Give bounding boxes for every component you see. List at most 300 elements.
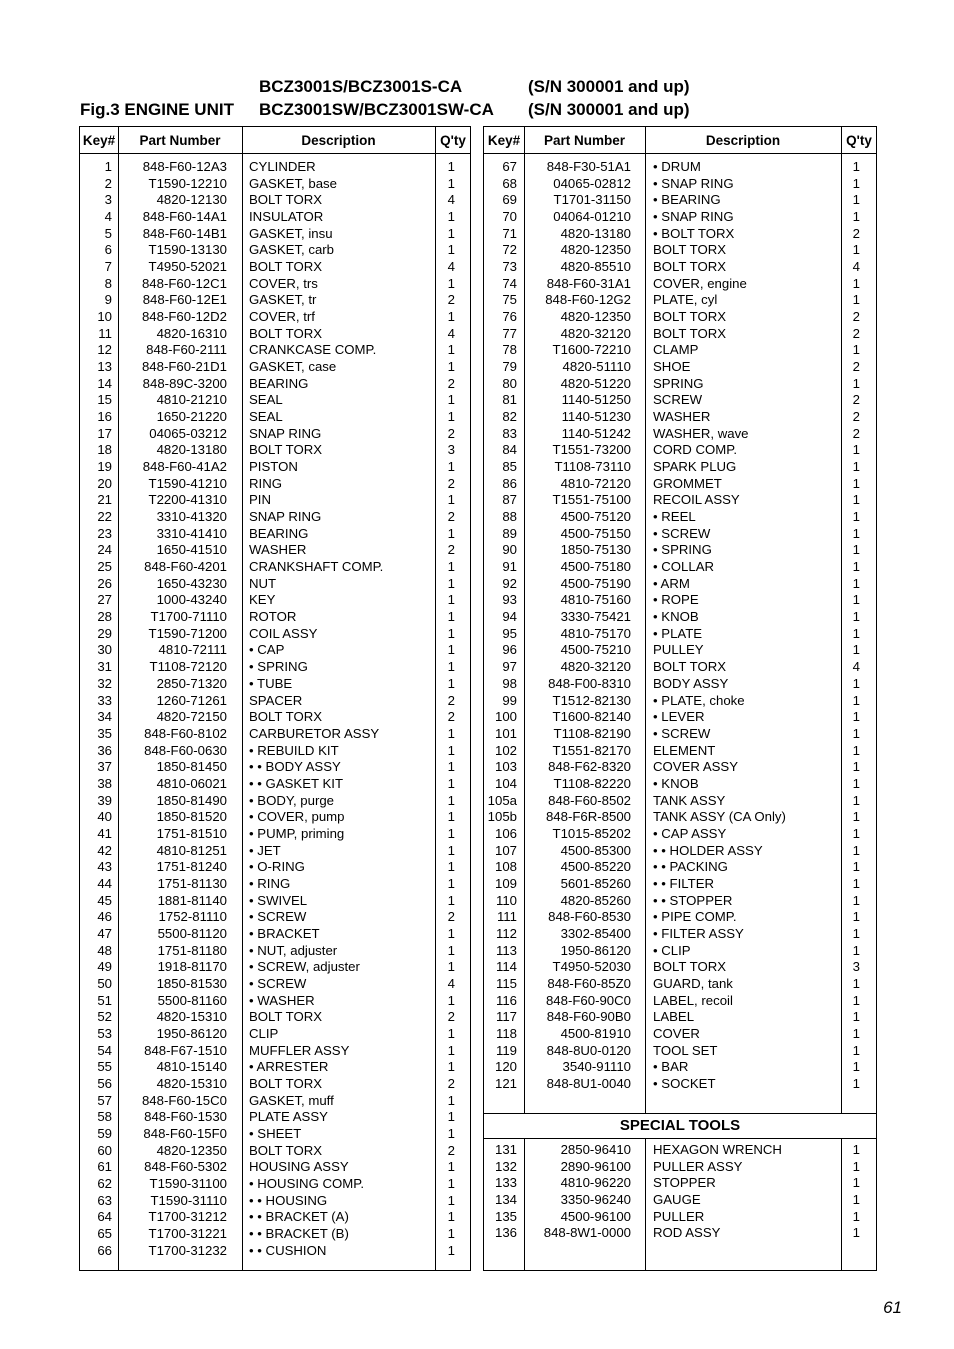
column-header-description: Description xyxy=(301,133,376,148)
description-cell: • RING xyxy=(249,875,291,891)
key-cell: 84 xyxy=(502,442,517,458)
table-row xyxy=(80,693,470,710)
key-cell: 52 xyxy=(97,1009,112,1025)
table-row xyxy=(484,509,876,526)
qty-cell: 2 xyxy=(447,1009,455,1025)
qty-cell: 1 xyxy=(447,559,455,575)
table-row xyxy=(80,292,470,309)
qty-cell: 1 xyxy=(447,825,455,841)
description-cell: SNAP RING xyxy=(249,425,322,441)
qty-cell: 1 xyxy=(852,675,860,691)
description-cell: INSULATOR xyxy=(249,209,324,225)
part-number-cell: 04064-01210 xyxy=(553,209,631,225)
description-cell: BOLT TORX xyxy=(249,709,323,725)
qty-cell: 2 xyxy=(447,425,455,441)
description-cell: GASKET, insu xyxy=(249,225,333,241)
page-number: 61 xyxy=(883,1298,902,1317)
qty-cell: 1 xyxy=(852,1192,860,1208)
table-row xyxy=(484,1026,876,1043)
description-cell: GUARD, tank xyxy=(653,975,733,991)
table-row xyxy=(484,1225,876,1242)
part-number-cell: 4500-85300 xyxy=(560,842,631,858)
table-row xyxy=(80,259,470,276)
description-cell: • • FILTER xyxy=(653,875,715,891)
part-number-cell: T1108-82220 xyxy=(553,775,631,791)
description-cell: • KNOB xyxy=(653,609,699,625)
part-number-cell: 848-F60-12E1 xyxy=(142,292,227,308)
qty-cell: 1 xyxy=(852,192,860,208)
description-cell: • PIPE COMP. xyxy=(653,909,737,925)
part-number-cell: 1140-51242 xyxy=(561,425,631,441)
qty-cell: 2 xyxy=(447,1142,455,1158)
table-row xyxy=(80,576,470,593)
description-cell: LABEL xyxy=(653,1009,695,1025)
description-cell: SEAL xyxy=(249,392,283,408)
part-number-cell: 3302-85400 xyxy=(560,925,631,941)
table-row xyxy=(484,176,876,193)
qty-cell: 2 xyxy=(447,692,455,708)
table-row xyxy=(484,1043,876,1060)
description-cell: • ARM xyxy=(653,575,690,591)
description-cell: • PLATE, choke xyxy=(653,692,745,708)
description-cell: • TUBE xyxy=(249,675,293,691)
key-cell: 80 xyxy=(502,375,517,391)
part-number-cell: 848-F60-5302 xyxy=(144,1159,227,1175)
qty-cell: 1 xyxy=(852,1059,860,1075)
key-cell: 65 xyxy=(97,1226,112,1241)
table-row xyxy=(80,676,470,693)
part-number-cell: T1700-31212 xyxy=(148,1209,227,1225)
table-row xyxy=(80,426,470,443)
table-row xyxy=(80,276,470,293)
description-cell: TANK ASSY (CA Only) xyxy=(653,809,786,825)
description-cell: BOLT TORX xyxy=(249,259,323,275)
qty-cell: 1 xyxy=(852,909,860,925)
key-cell: 8 xyxy=(104,275,112,291)
part-number-cell: T1512-82130 xyxy=(552,692,631,708)
qty-cell: 1 xyxy=(852,442,860,458)
key-cell: 16 xyxy=(97,409,112,425)
qty-cell: 1 xyxy=(852,1075,860,1091)
description-cell: • SPRING xyxy=(653,542,712,558)
part-number-cell: 848-F30-51A1 xyxy=(546,159,631,174)
table-row xyxy=(484,192,876,209)
qty-cell: 1 xyxy=(852,492,860,508)
part-number-cell: 4500-85220 xyxy=(560,859,631,875)
key-cell: 75 xyxy=(502,292,517,308)
part-number-cell: 1751-81130 xyxy=(157,875,227,891)
table-row xyxy=(80,926,470,943)
description-cell: PULLEY xyxy=(653,642,704,658)
key-cell: 69 xyxy=(502,192,517,208)
description-cell: GASKET, case xyxy=(249,359,337,375)
description-cell: SEAL xyxy=(249,409,283,425)
table-row xyxy=(484,1159,876,1176)
qty-cell: 1 xyxy=(447,809,455,825)
description-cell: BOLT TORX xyxy=(249,1142,323,1158)
qty-cell: 1 xyxy=(447,525,455,541)
key-cell: 66 xyxy=(97,1242,112,1258)
key-cell: 4 xyxy=(104,209,112,225)
part-number-cell: T1590-31110 xyxy=(150,1192,227,1208)
table-row xyxy=(80,192,470,209)
description-cell: • CAP xyxy=(249,642,285,658)
qty-cell: 1 xyxy=(447,159,455,174)
table-row xyxy=(80,309,470,326)
part-number-cell: 5601-85260 xyxy=(560,875,631,891)
part-number-cell: 4820-72150 xyxy=(156,709,227,725)
key-cell: 82 xyxy=(502,409,517,425)
key-cell: 100 xyxy=(494,709,517,725)
part-number-cell: 1752-81110 xyxy=(158,909,227,925)
key-cell: 87 xyxy=(502,492,517,508)
table-row xyxy=(80,1159,470,1176)
key-cell: 41 xyxy=(97,825,112,841)
part-number-cell: 848-89C-3200 xyxy=(142,375,227,391)
key-cell: 93 xyxy=(502,592,517,608)
table-row xyxy=(484,893,876,910)
part-number-cell: T1600-72210 xyxy=(552,342,631,358)
description-cell: BOLT TORX xyxy=(653,659,727,675)
table-row xyxy=(484,1009,876,1026)
qty-cell: 4 xyxy=(447,975,455,991)
part-number-cell: 848-F60-14B1 xyxy=(142,225,227,241)
table-row xyxy=(484,209,876,226)
table-row xyxy=(80,442,470,459)
table-row xyxy=(80,642,470,659)
qty-cell: 1 xyxy=(447,359,455,375)
qty-cell: 1 xyxy=(447,1025,455,1041)
table-row xyxy=(484,709,876,726)
part-number-cell: 4810-72111 xyxy=(158,642,227,658)
key-cell: 110 xyxy=(495,892,517,908)
key-cell: 7 xyxy=(104,259,112,275)
qty-cell: 1 xyxy=(852,825,860,841)
part-number-cell: 1140-51230 xyxy=(561,409,631,425)
key-cell: 61 xyxy=(97,1159,112,1175)
qty-cell: 1 xyxy=(852,1175,860,1191)
part-number-cell: 1850-81450 xyxy=(156,759,227,775)
qty-cell: 1 xyxy=(447,575,455,591)
description-cell: ROTOR xyxy=(249,609,297,625)
key-cell: 86 xyxy=(502,475,517,491)
table-row xyxy=(80,943,470,960)
key-cell: 40 xyxy=(97,809,112,825)
table-row xyxy=(80,492,470,509)
qty-cell: 1 xyxy=(447,842,455,858)
table-row xyxy=(80,759,470,776)
part-number-cell: 848-F60-31A1 xyxy=(546,275,631,291)
description-cell: HEXAGON WRENCH xyxy=(653,1142,782,1157)
description-cell: COIL ASSY xyxy=(249,625,318,641)
description-cell: • ARRESTER xyxy=(249,1059,329,1075)
part-number-cell: 2850-71320 xyxy=(156,675,227,691)
key-cell: 24 xyxy=(97,542,112,558)
header-line1-models: BCZ3001S/BCZ3001S-CA xyxy=(259,77,463,96)
qty-cell: 1 xyxy=(852,625,860,641)
description-cell: ROD ASSY xyxy=(653,1225,721,1241)
table-row xyxy=(484,776,876,793)
part-number-cell: 5500-81120 xyxy=(157,925,227,941)
part-number-cell: 4820-85260 xyxy=(560,892,631,908)
part-number-cell: 4810-81251 xyxy=(156,842,227,858)
part-number-cell: 848-F00-8310 xyxy=(548,675,631,691)
description-cell: • SPRING xyxy=(249,659,308,675)
description-cell: BOLT TORX xyxy=(249,1075,323,1091)
table-row xyxy=(484,793,876,810)
part-number-cell: 4500-75210 xyxy=(560,642,631,658)
description-cell: SCREW xyxy=(653,392,703,408)
description-cell: GASKET, carb xyxy=(249,242,335,258)
table-row xyxy=(484,943,876,960)
qty-cell: 1 xyxy=(852,742,860,758)
description-cell: LABEL, recoil xyxy=(653,992,733,1008)
part-number-cell: 848-F60-41A2 xyxy=(142,459,227,475)
description-cell: • BODY, purge xyxy=(249,792,335,808)
description-cell: SNAP RING xyxy=(249,509,322,525)
description-cell: • ROPE xyxy=(653,592,699,608)
part-number-cell: 848-F60-15F0 xyxy=(143,1125,227,1141)
parts-rows-left xyxy=(80,159,470,1259)
qty-cell: 2 xyxy=(447,542,455,558)
key-cell: 112 xyxy=(495,925,517,941)
qty-cell: 1 xyxy=(852,759,860,775)
column-header-part-number: Part Number xyxy=(139,133,221,148)
key-cell: 109 xyxy=(494,875,517,891)
key-cell: 51 xyxy=(97,992,112,1008)
description-cell: PLATE ASSY xyxy=(249,1109,328,1125)
table-row xyxy=(80,793,470,810)
key-cell: 89 xyxy=(502,525,517,541)
table-row xyxy=(484,909,876,926)
qty-cell: 1 xyxy=(852,709,860,725)
part-number-cell: 1850-81520 xyxy=(156,809,227,825)
part-number-cell: 4820-15310 xyxy=(156,1075,227,1091)
qty-cell: 1 xyxy=(852,159,860,174)
table-row xyxy=(484,1142,876,1159)
table-row xyxy=(80,392,470,409)
key-cell: 88 xyxy=(502,509,517,525)
key-cell: 102 xyxy=(494,742,517,758)
description-cell: CRANKSHAFT COMP. xyxy=(249,559,384,575)
part-number-cell: 1918-81170 xyxy=(157,959,227,975)
table-row xyxy=(484,376,876,393)
qty-cell: 1 xyxy=(447,1192,455,1208)
qty-cell: 1 xyxy=(447,925,455,941)
header-line1-serial: (S/N 300001 and up) xyxy=(528,77,690,96)
part-number-cell: 1850-81530 xyxy=(156,975,227,991)
part-number-cell: 3330-75421 xyxy=(560,609,631,625)
table-row xyxy=(80,376,470,393)
key-cell: 31 xyxy=(97,659,112,675)
part-number-cell: T1551-73200 xyxy=(552,442,631,458)
qty-cell: 1 xyxy=(447,275,455,291)
key-cell: 49 xyxy=(97,959,112,975)
description-cell: BODY ASSY xyxy=(653,675,729,691)
qty-cell: 1 xyxy=(852,459,860,475)
description-cell: GASKET, muff xyxy=(249,1092,334,1108)
description-cell: • COVER, pump xyxy=(249,809,345,825)
header-line2-models: BCZ3001SW/BCZ3001SW-CA xyxy=(259,100,494,119)
description-cell: PULLER xyxy=(653,1208,705,1224)
key-cell: 35 xyxy=(97,725,112,741)
table-row xyxy=(80,709,470,726)
qty-cell: 1 xyxy=(852,725,860,741)
table-row xyxy=(484,1175,876,1192)
qty-cell: 1 xyxy=(447,1109,455,1125)
key-cell: 136 xyxy=(494,1225,517,1241)
key-cell: 38 xyxy=(97,775,112,791)
qty-cell: 1 xyxy=(852,792,860,808)
key-cell: 15 xyxy=(97,392,112,408)
part-number-cell: 848-F60-12D2 xyxy=(141,309,227,325)
part-number-cell: 1751-81180 xyxy=(157,942,227,958)
part-number-cell: 5500-81160 xyxy=(157,992,227,1008)
key-cell: 131 xyxy=(494,1142,517,1157)
key-cell: 111 xyxy=(496,909,517,925)
key-cell: 54 xyxy=(97,1042,112,1058)
key-cell: 50 xyxy=(97,975,112,991)
key-cell: 81 xyxy=(502,392,517,408)
part-number-cell: T4950-52030 xyxy=(552,959,631,975)
key-cell: 104 xyxy=(494,775,517,791)
description-cell: • SOCKET xyxy=(653,1075,716,1091)
part-number-cell: 4810-75170 xyxy=(560,625,631,641)
description-cell: CLIP xyxy=(249,1025,279,1041)
part-number-cell: 4820-51220 xyxy=(560,375,631,391)
description-cell: • REEL xyxy=(653,509,696,525)
description-cell: SPRING xyxy=(653,375,704,391)
description-cell: • REBUILD KIT xyxy=(249,742,339,758)
qty-cell: 1 xyxy=(852,292,860,308)
qty-cell: 1 xyxy=(447,492,455,508)
part-number-cell: T1600-82140 xyxy=(552,709,631,725)
key-cell: 113 xyxy=(495,942,517,958)
qty-cell: 1 xyxy=(852,975,860,991)
table-row xyxy=(80,1076,470,1093)
description-cell: GASKET, base xyxy=(249,175,337,191)
description-cell: • SCREW xyxy=(653,725,711,741)
table-row xyxy=(484,426,876,443)
qty-cell: 1 xyxy=(852,775,860,791)
part-number-cell: 848-8W1-0000 xyxy=(543,1225,631,1241)
part-number-cell: 848-F60-12G2 xyxy=(545,292,631,308)
description-cell: CLAMP xyxy=(653,342,699,358)
key-cell: 55 xyxy=(97,1059,112,1075)
qty-cell: 1 xyxy=(852,1208,860,1224)
qty-cell: 2 xyxy=(852,225,860,241)
key-cell: 1 xyxy=(104,159,112,174)
part-number-cell: 4500-75150 xyxy=(560,525,631,541)
key-cell: 14 xyxy=(97,375,112,391)
key-cell: 22 xyxy=(97,509,112,525)
description-cell: CYLINDER xyxy=(249,159,316,174)
table-row xyxy=(484,826,876,843)
key-cell: 3 xyxy=(104,192,112,208)
part-number-cell: 848-F60-8530 xyxy=(548,909,631,925)
description-cell: • KNOB xyxy=(653,775,699,791)
table-row xyxy=(484,809,876,826)
column-header-key: Key# xyxy=(82,133,116,148)
part-number-cell: 4810-75160 xyxy=(560,592,631,608)
qty-cell: 1 xyxy=(447,875,455,891)
description-cell: WASHER xyxy=(249,542,307,558)
part-number-cell: 848-F60-1530 xyxy=(144,1109,227,1125)
description-cell: BEARING xyxy=(249,375,309,391)
key-cell: 118 xyxy=(495,1025,517,1041)
table-row xyxy=(484,609,876,626)
table-row xyxy=(80,1009,470,1026)
part-number-cell: 4820-13180 xyxy=(156,442,227,458)
key-cell: 9 xyxy=(104,292,112,308)
key-cell: 60 xyxy=(97,1142,112,1158)
table-row xyxy=(484,1209,876,1226)
key-cell: 105b xyxy=(487,809,517,825)
description-cell: TOOL SET xyxy=(653,1042,718,1058)
key-cell: 92 xyxy=(502,575,517,591)
table-row xyxy=(80,359,470,376)
key-cell: 19 xyxy=(97,459,112,475)
part-number-cell: 848-F60-8502 xyxy=(548,792,631,808)
table-row xyxy=(484,843,876,860)
qty-cell: 1 xyxy=(447,659,455,675)
description-cell: • LEVER xyxy=(653,709,705,725)
key-cell: 134 xyxy=(494,1192,517,1208)
table-row xyxy=(80,592,470,609)
description-cell: RECOIL ASSY xyxy=(653,492,740,508)
part-number-cell: T1590-71200 xyxy=(148,625,227,641)
key-cell: 45 xyxy=(97,892,112,908)
description-cell: • NUT, adjuster xyxy=(249,942,338,958)
description-cell: COVER, engine xyxy=(653,275,747,291)
description-cell: PISTON xyxy=(249,459,298,475)
qty-cell: 1 xyxy=(447,675,455,691)
table-row xyxy=(80,1093,470,1110)
table-row xyxy=(484,993,876,1010)
parts-table-right xyxy=(483,126,877,1271)
table-row xyxy=(484,1192,876,1209)
part-number-cell: 4500-75180 xyxy=(560,559,631,575)
key-cell: 103 xyxy=(494,759,517,775)
description-cell: NUT xyxy=(249,575,277,591)
description-cell: • CLIP xyxy=(653,942,691,958)
description-cell: • DRUM xyxy=(653,159,701,174)
qty-cell: 4 xyxy=(447,325,455,341)
part-number-cell: 4810-06021 xyxy=(156,775,227,791)
qty-cell: 1 xyxy=(447,1059,455,1075)
table-row xyxy=(484,476,876,493)
part-number-cell: 2850-96410 xyxy=(560,1142,631,1157)
key-cell: 17 xyxy=(97,425,112,441)
qty-cell: 2 xyxy=(447,292,455,308)
key-cell: 95 xyxy=(502,625,517,641)
part-number-cell: 4500-96100 xyxy=(560,1208,631,1224)
description-cell: HOUSING ASSY xyxy=(249,1159,349,1175)
description-cell: GROMMET xyxy=(653,475,722,491)
key-cell: 57 xyxy=(97,1092,112,1108)
table-row xyxy=(484,926,876,943)
key-cell: 43 xyxy=(97,859,112,875)
qty-cell: 2 xyxy=(852,325,860,341)
table-row xyxy=(484,976,876,993)
key-cell: 120 xyxy=(494,1059,517,1075)
part-number-cell: 4810-15140 xyxy=(156,1059,227,1075)
description-cell: • SHEET xyxy=(249,1125,302,1141)
table-row xyxy=(484,226,876,243)
table-row xyxy=(80,1243,470,1260)
description-cell: MUFFLER ASSY xyxy=(249,1042,350,1058)
table-row xyxy=(80,559,470,576)
